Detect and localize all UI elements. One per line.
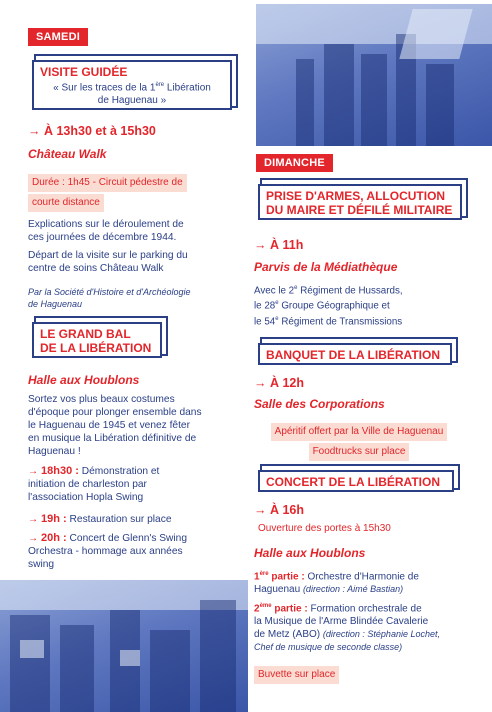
arrow-icon: → [28,533,39,544]
crowd-photo [0,580,248,712]
banquet-time-text: À 12h [269,376,305,390]
bal-item-20h [28,532,238,571]
visite-duration-line: Durée : 1h45 - Circuit pédestre de [28,174,187,192]
concert-part-num: 2 [254,603,260,615]
concert-buvette [254,664,339,684]
concert-part-2 [254,600,486,654]
banquet-highlight [254,421,464,461]
bal-desc-line: Haguenau ! [28,446,81,457]
prise-time-text: À 11h [269,238,304,252]
visite-desc-line: ces journées de décembre 1944. [28,232,177,243]
concert-title: CONCERT DE LA LIBÉRATION [266,475,440,489]
day-label-dimanche: DIMANCHE [256,154,333,172]
arrow-icon: → [28,514,39,525]
visite-duration [28,172,218,212]
banquet-title-box [258,343,452,365]
visite-duration-line: courte distance [28,194,104,212]
visite-subtitle-sup: ère [155,82,165,88]
visite-title: VISITE GUIDÉE [40,65,128,79]
concert-part-text: Formation orchestrale de [307,603,422,615]
visite-subtitle-part: de Haguenau » [97,95,167,107]
bal-item-1830 [28,465,238,504]
arrow-icon: → [254,238,267,252]
arrow-icon: → [28,466,39,477]
prise-desc-part: Régiment de Transmissions [278,315,403,327]
bal-item-text: swing [28,559,55,570]
day-label-samedi: SAMEDI [28,28,88,46]
concert-part-text: Orchestre d'Harmonie de [304,571,419,583]
bal-item-text: Orchestra - hommage aux années [28,546,183,557]
bal-item-text: Concert de Glenn's Swing [66,533,188,544]
prise-desc-sup: e [294,285,298,291]
prise-desc-part: le 54 [254,315,276,327]
concert-doors: Ouverture des portes à 15h30 [258,523,391,534]
prise-desc-sup: e [275,300,279,307]
bal-title-box [32,322,162,358]
concert-place: Halle aux Houblons [254,546,366,560]
bal-place: Halle aux Houblons [28,373,140,387]
banquet-time [254,376,304,390]
bal-desc-line: Sortez vos plus beaux costumes [28,394,175,405]
prise-desc-part: Avec le 2 [254,285,295,297]
visite-description [28,218,228,275]
concert-part-text: Haguenau [254,584,303,596]
bal-title-line: LE GRAND BAL [40,327,131,341]
bal-item-text: initiation de charleston par [28,479,147,490]
bal-item-time: 20h : [41,532,67,544]
bal-desc-line: le Haguenau de 1945 et venez fêter [28,420,190,431]
concert-part-num: 1 [254,571,260,583]
bal-title-line: DE LA LIBÉRATION [40,341,152,355]
concert-part-sup: ère [259,571,269,577]
concert-part-sup: ème [259,603,272,609]
buvette-highlight: Buvette sur place [254,666,339,684]
visite-desc-line: Explications sur le déroulement de [28,219,184,230]
visite-time-text: À 13h30 et à 15h30 [43,124,156,138]
visite-subtitle-part: « Sur les traces de la 1 [53,82,156,94]
concert-part-1 [254,568,486,596]
prise-description [254,282,484,328]
prise-desc-part: le 28 [254,300,276,312]
visite-subtitle-part: Libération [164,82,211,94]
bal-item-text: Restauration sur place [66,514,172,525]
prise-desc-sup: e [275,315,279,322]
visite-place: Château Walk [28,147,107,161]
visite-org-line: de Haguenau [28,299,83,309]
visite-subtitle [40,79,224,107]
arrow-icon: → [28,124,41,138]
concert-time [254,503,304,517]
concert-part-label: partie : [271,603,308,615]
concert-part-direction: (direction : Stéphanie Lochet, [322,629,440,640]
bal-item-time: 19h : [41,513,67,525]
concert-part-label: partie : [268,571,305,583]
banquet-title: BANQUET DE LA LIBÉRATION [266,348,440,362]
banquet-hl-line: Foodtrucks sur place [309,443,410,461]
arrow-icon: → [254,376,267,390]
visite-time [28,124,156,138]
bal-desc-line: d'époque pour plonger ensemble dans [28,407,202,418]
prise-title-line: DU MAIRE ET DÉFILÉ MILITAIRE [266,203,453,217]
bal-description [28,393,238,458]
ceremony-photo [256,4,492,146]
concert-title-box [258,470,454,492]
bal-item-19h [28,513,238,526]
prise-time [254,238,303,252]
concert-part-direction: (direction : Aimé Bastian) [302,584,404,595]
prise-title-line: PRISE D'ARMES, ALLOCUTION [266,189,446,203]
visite-organizer [28,286,228,310]
visite-desc-line: centre de soins Château Walk [28,263,164,274]
bal-item-text: Démonstration et [78,466,160,477]
prise-desc-part: Régiment de Hussards, [297,285,403,297]
prise-desc-part: Groupe Géographique et [278,300,390,312]
bal-item-time: 18h30 : [41,465,79,477]
banquet-hl-line: Apéritif offert par la Ville de Haguenau [271,423,448,441]
prise-place: Parvis de la Médiathèque [254,260,398,274]
concert-part-direction: Chef de musique de seconde classe) [254,642,403,653]
visite-title-box [32,60,232,110]
prise-title-box [258,184,462,220]
visite-desc-line: Départ de la visite sur le parking du [28,250,188,261]
banquet-place: Salle des Corporations [254,397,385,411]
concert-part-text: de Metz (ABO) [254,629,323,641]
arrow-icon: → [254,503,267,517]
visite-org-line: Par la Société d'Histoire et d'Archéologie [28,287,191,297]
concert-time-text: À 16h [269,503,305,517]
bal-desc-line: en musique la Libération définitive de [28,433,197,444]
bal-item-text: l'association Hopla Swing [28,492,144,503]
concert-part-text: la Musique de l'Arme Blindée Cavalerie [254,616,429,628]
